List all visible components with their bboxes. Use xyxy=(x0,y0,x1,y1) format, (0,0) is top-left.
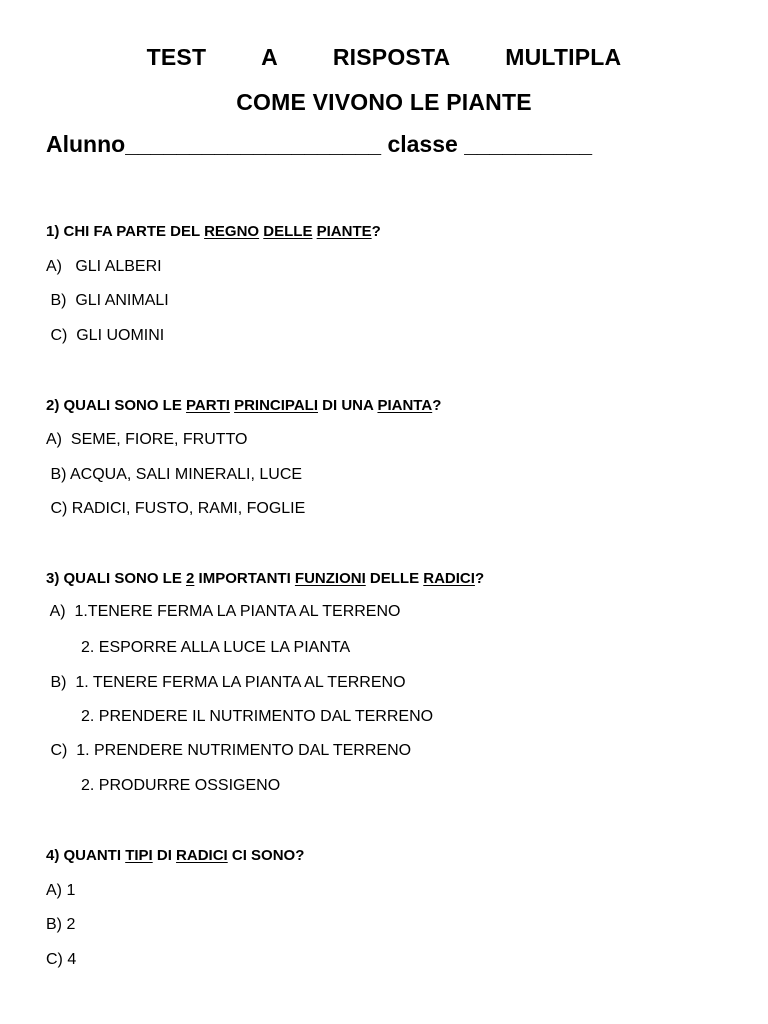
class-label: classe xyxy=(387,131,458,157)
question-text: ? xyxy=(432,397,442,414)
q3-option-b-line1: B) 1. TENERE FERMA LA PIANTA AL TERRENO xyxy=(46,674,406,691)
q4-option-a: A) 1 xyxy=(46,882,76,899)
question-text: ? xyxy=(371,223,381,240)
underlined-word: PIANTE xyxy=(316,223,372,240)
question-text: CHI FA PARTE DEL xyxy=(63,223,205,240)
question-number: 1) xyxy=(46,223,60,240)
student-info-line xyxy=(46,131,592,158)
underlined-word: PARTI xyxy=(186,397,230,414)
q1-option-c: C) GLI UOMINI xyxy=(46,327,165,344)
q3-option-c-line1: C) 1. PRENDERE NUTRIMENTO DAL TERRENO xyxy=(46,742,412,759)
class-blank: __________ xyxy=(464,131,593,157)
question-text: ? xyxy=(474,570,485,587)
underlined-word: DELLE xyxy=(263,223,313,240)
underlined-word: FUNZIONI xyxy=(294,570,366,587)
question-number: 2) xyxy=(46,397,60,414)
q2-option-b: B) ACQUA, SALI MINERALI, LUCE xyxy=(46,466,303,483)
underlined-word: PRINCIPALI xyxy=(234,397,318,414)
q2-option-c: C) RADICI, FUSTO, RAMI, FOGLIE xyxy=(46,500,306,517)
question-number: 4) xyxy=(46,847,60,864)
underlined-word: RADICI xyxy=(423,570,475,587)
question-3 xyxy=(46,570,484,587)
question-text: QUALI SONO LE xyxy=(63,570,187,587)
q3-option-a-line1: A) 1.TENERE FERMA LA PIANTA AL TERRENO xyxy=(46,603,401,620)
question-number: 3) xyxy=(46,570,60,587)
q3-option-a-line2: 2. ESPORRE ALLA LUCE LA PIANTA xyxy=(81,639,351,656)
q3-option-b-line2: 2. PRENDERE IL NUTRIMENTO DAL TERRENO xyxy=(81,708,434,725)
q4-option-b: B) 2 xyxy=(46,916,76,933)
question-1 xyxy=(46,223,381,240)
underlined-word: REGNO xyxy=(204,223,260,240)
question-text: DELLE xyxy=(365,570,424,587)
q3-option-c-line2: 2. PRODURRE OSSIGENO xyxy=(81,777,281,794)
question-text: QUALI SONO LE xyxy=(63,397,187,414)
page-title: TEST A RISPOSTA MULTIPLA xyxy=(146,44,622,70)
question-text: CI SONO? xyxy=(227,847,305,864)
page-subtitle: COME VIVONO LE PIANTE xyxy=(236,89,532,115)
question-text: DI UNA xyxy=(318,397,378,414)
underlined-word: PIANTA xyxy=(377,397,433,414)
question-2 xyxy=(46,397,441,414)
underlined-word: 2 xyxy=(186,570,195,587)
question-4 xyxy=(46,847,304,864)
q4-option-c: C) 4 xyxy=(46,951,77,968)
question-text: QUANTI xyxy=(63,847,126,864)
underlined-word: RADICI xyxy=(176,847,228,864)
student-label: Alunno xyxy=(46,131,126,157)
question-text: DI xyxy=(152,847,177,864)
question-text: IMPORTANTI xyxy=(194,570,295,587)
underlined-word: TIPI xyxy=(125,847,153,864)
q1-option-b: B) GLI ANIMALI xyxy=(46,292,169,309)
student-name-blank: ____________________ xyxy=(125,131,382,157)
q1-option-a: A) GLI ALBERI xyxy=(46,258,162,275)
q2-option-a: A) SEME, FIORE, FRUTTO xyxy=(46,431,248,448)
